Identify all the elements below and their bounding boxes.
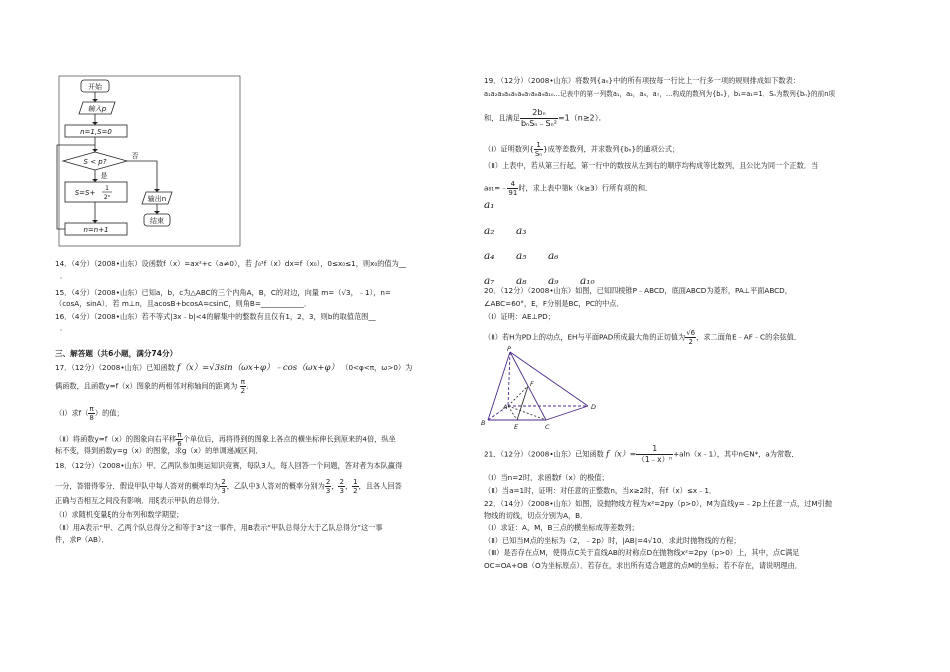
q20-ii-end: ，求二面角E﹣AF﹣C的余弦值．: [696, 332, 802, 342]
q18-part2: （Ⅱ）用A表示“甲、乙两个队总得分之和等于3”这一事件，用B表示“甲队总得分大于乙队总得分”这一事: [55, 523, 383, 532]
q17-ii-num: π: [177, 431, 182, 439]
q21-f: f（x）=: [606, 449, 637, 459]
vertex-p: P: [507, 345, 511, 353]
q19-cond-text: 和，且满足: [484, 113, 520, 123]
q18-q1-den: 3: [325, 487, 331, 495]
q19-cond-num: 2bₙ: [520, 108, 558, 119]
q17-part2-cont: 标不变，得到函数y=g（x）的图象，求g（x）的单调递减区间．: [55, 446, 263, 455]
q17-ii-rest: 个单位后，再将得到的图象上各点的横坐标伸长到原来的4倍，纵坐: [182, 434, 396, 444]
q17-ii-den: 6: [177, 440, 182, 448]
flow-frac-den: 2ⁿ: [103, 194, 111, 201]
q22-part3: （Ⅲ）是否存在点M，使得点C关于直线AB的对称点D在抛物线x²=2py（p>0）上，其中，点C满足: [484, 548, 800, 557]
q18-p-num: 2: [221, 478, 226, 486]
flow-no-line: [127, 161, 157, 192]
q20-line2: ∠ABC=60°，E，F分别是BC，PC的中点．: [484, 299, 624, 308]
table-cell: a₅: [516, 250, 527, 262]
table-cell: a₂: [484, 225, 495, 237]
q17-ii-text: （Ⅱ）将函数y=f（x）的图象向右平移: [55, 434, 177, 444]
q22-part2: （Ⅱ）已知当M点的坐标为（2，﹣2p）时，|AB|=4√10．求此时抛物线的方程；: [484, 536, 741, 545]
pyramid-figure: [478, 344, 608, 432]
flow-init-label: n=1,S=0: [80, 128, 112, 136]
q18-p-den: 3: [221, 487, 226, 495]
flow-start-label: 开始: [88, 83, 102, 91]
q20-part1: （Ⅰ）证明：AE⊥PD；: [484, 312, 555, 321]
flow-update-s-label: S=S+: [74, 189, 96, 197]
flow-update-n-label: n=n+1: [83, 226, 109, 234]
q20-line1: 20．（12分）（2008•山东）如图，已知四棱锥P﹣ABCD，底面ABCD为菱形，PA⊥平面ABCD，: [484, 286, 792, 295]
q17-frac-den: 2: [240, 387, 246, 395]
q19-i-end: }成等差数列，并求数列{bₙ}的通项公式；: [543, 144, 680, 154]
table-cell: a₃: [516, 225, 527, 237]
vertex-d: D: [591, 403, 597, 411]
q17-part1: [55, 405, 124, 422]
q18-q2-num: 2: [339, 478, 344, 486]
flow-frac-num: 1: [105, 185, 109, 192]
q17-sym: 偶函数，且函数y=f（x）图象的两相邻对称轴间的距离为: [55, 381, 238, 391]
q17-function: f（x）=√3sin（ωx+φ）﹣cos（ωx+φ）: [177, 363, 339, 373]
section-heading: 三、解答题（共6小题，满分74分）: [55, 349, 178, 358]
q18-part1: （Ⅰ）求随机变量ξ的分布列和数学期望；: [55, 510, 184, 519]
q19-cond-frac: [520, 108, 558, 129]
q21-part2: （Ⅱ）当a=1时，证明：对任意的正整数n，当x≥2时，有f（x）≤x﹣1．: [484, 486, 717, 495]
q19-part2: （Ⅱ）上表中，若从第三行起，第一行中的数按从左到右的顺序均构成等比数列，且公比为同一个正数．当: [484, 161, 819, 170]
q22-part3-cont: OC=OA+OB（O为坐标原点）．若存在，求出所有适合题意的点M的坐标；若不存在，请说明理由．: [484, 561, 802, 570]
q14-cont: ．: [60, 271, 68, 280]
flow-condition-label: S < p?: [83, 158, 107, 166]
table-cell: a₁: [484, 199, 495, 211]
q17-i-den: 8: [89, 414, 94, 422]
table-cell: a₈: [516, 275, 527, 287]
q20-ii-den: 2: [688, 338, 693, 346]
q15-cont: （cosA，sinA）．若 m⊥n，且acosB+bcosA=csinC，则角B=____________．: [55, 299, 312, 308]
q18-line3: 正确与否相互之间没有影响．用ξ表示甲队的总得分．: [55, 496, 225, 505]
q18-team-b: ，乙队中3人答对的概率分别为: [226, 481, 325, 491]
q18-line2: 一分，答错得零分．假设甲队中每人答对的概率均为 $\frac{2}{3}$ ，乙队中3人答对的概率分别为 $\frac{2}{3}$ ， $\frac{2}{3}$ ， $\frac{1}{2}$ ，且各人回答: [55, 478, 402, 495]
q19-line3: [484, 108, 607, 129]
q18-part2-cont: 件，求P（AB）．: [55, 535, 109, 544]
table-row-1: [484, 200, 494, 210]
table-cell: a₆: [548, 250, 559, 262]
table-cell: a₄: [484, 250, 495, 262]
q19-cond-den: bₙSₙ﹣Sₙ²: [520, 119, 557, 128]
q19-line2: a₁a₂a₃a₄a₅a₆a₇a₈a₉a₁₀…记表中的第一列数a₁，a₂，a₄，a₇，…构成的数列为{bₙ}，b₁=a₁=1．Sₙ为数列{bₙ}的前n项: [484, 90, 835, 98]
q21-rest: +aln（x﹣1），其中n∈N*，a为常数．: [673, 449, 799, 459]
q19-line1: 19．（12分）（2008•山东）将数列{aₙ}中的所有项按每一行比上一行多一项的规则排成如下数表：: [484, 76, 800, 85]
q18-q3-den: 2: [353, 487, 358, 495]
q17-line2: 偶函数，且函数y=f（x）图象的两相邻对称轴间的距离为 $\frac{\pi}{2}$ .: [55, 378, 249, 395]
vertex-a: A: [503, 403, 508, 411]
q19-part2-cont: [484, 180, 652, 197]
vertex-e: E: [514, 423, 519, 431]
table-row-2: [484, 226, 526, 236]
q22-line2: 物线的切线，切点分别为A，B．: [484, 511, 588, 520]
q17-i-num: π: [89, 405, 94, 413]
flow-input-label: 输入p: [87, 105, 107, 113]
q18-line1: 18．（12分）（2008•山东）甲、乙两队参加奥运知识竞赛，每队3人，每人回答一个问题，答对者为本队赢得: [55, 461, 403, 470]
q14: 14．（4分）（2008•山东）设函数f（x）=ax²+c（a≠0），若 ∫₀¹f（x）dx=f（x₀），0≤x₀≤1，则x₀的值为__: [55, 259, 406, 268]
q19-i-den: Sₙ: [534, 150, 543, 158]
q18-tail: ，且各人回答: [358, 481, 402, 491]
q22-part1: （Ⅰ）求证：A，M，B三点的横坐标成等差数列；: [484, 523, 639, 532]
table-cell: a₇: [484, 275, 495, 287]
q18-q2-den: 3: [339, 487, 344, 495]
q19-part1: [484, 141, 679, 158]
q21-line1: [484, 444, 799, 465]
q21-frac: [636, 444, 673, 465]
q17-condition: （0<φ<π，ω>0）为: [341, 363, 413, 372]
q19-i-frac: [534, 141, 543, 158]
q19-a81-num: 4: [507, 180, 518, 189]
q18-prob-text: 一分，答错得零分．假设甲队中每人答对的概率均为: [55, 481, 221, 491]
q17-frac-num: π: [240, 378, 246, 386]
vertex-b: B: [481, 419, 486, 427]
q19-i-num: 1: [534, 141, 543, 150]
q17-i-text: （Ⅰ）求f（: [55, 408, 89, 418]
flow-yes-label: 是: [100, 172, 108, 180]
q19-a81: a₈₁=﹣: [484, 183, 508, 193]
table-cell: a₉: [548, 275, 559, 287]
q22-line1: 22．（14分）（2008•山东）如图，设抛物线方程为x²=2py（p>0），M为直线y=﹣2p上任意一点，过M引抛: [484, 499, 832, 508]
q20-ii-text: （Ⅱ）若H为PD上的动点，EH与平面PAD所成最大角的正切值为: [484, 332, 686, 342]
q21-intro: 21．（12分）（2008•山东）已知函数: [484, 449, 604, 459]
q15: 15．（4分）（2008•山东）已知a，b，c为△ABC的三个内角A，B，C的对边，向量 m=（√3，﹣1），n=: [55, 288, 391, 297]
flow-output-label: 输出n: [147, 195, 167, 203]
q20-ii-num: √6: [686, 329, 696, 337]
q19-ii-end: 时，求上表中第k（k≥3）行所有项的和．: [518, 183, 653, 193]
flow-end-label: 结束: [150, 217, 164, 225]
q21-den: （1﹣x）ⁿ: [637, 455, 673, 464]
table-row-3: [484, 251, 558, 261]
vertex-f: F: [530, 380, 534, 388]
q18-q3-num: 1: [353, 478, 358, 486]
q16-cont: ．: [60, 323, 68, 332]
q21-num: 1: [636, 444, 673, 455]
vertex-c: C: [545, 423, 550, 431]
table-cell: a₁₀: [580, 275, 595, 287]
q21-part1: （Ⅰ）当n=2时，求函数f（x）的极值；: [484, 473, 609, 482]
table-row-4: [484, 276, 595, 286]
flowchart: [55, 75, 245, 250]
q18-q1-num: 2: [325, 478, 331, 486]
q17-i-end: ）的值；: [94, 408, 124, 418]
q17-intro: 17．（12分）（2008•山东）已知函数: [55, 363, 175, 372]
q19-cond-end: =1（n≥2）．: [557, 113, 607, 123]
q17-line1: [55, 363, 412, 373]
q19-a81-den: 91: [508, 189, 518, 197]
flow-no-label: 否: [131, 152, 139, 160]
q19-i-text: （Ⅰ）证明数列{: [484, 144, 534, 154]
q19-a81-frac: [507, 180, 518, 197]
q16: 16．（4分）（2008•山东）若不等式|3x﹣b|<4的解集中的整数有且仅有1，2，3，则b的取值范围__: [55, 312, 376, 321]
q20-ii-frac: [685, 329, 696, 346]
